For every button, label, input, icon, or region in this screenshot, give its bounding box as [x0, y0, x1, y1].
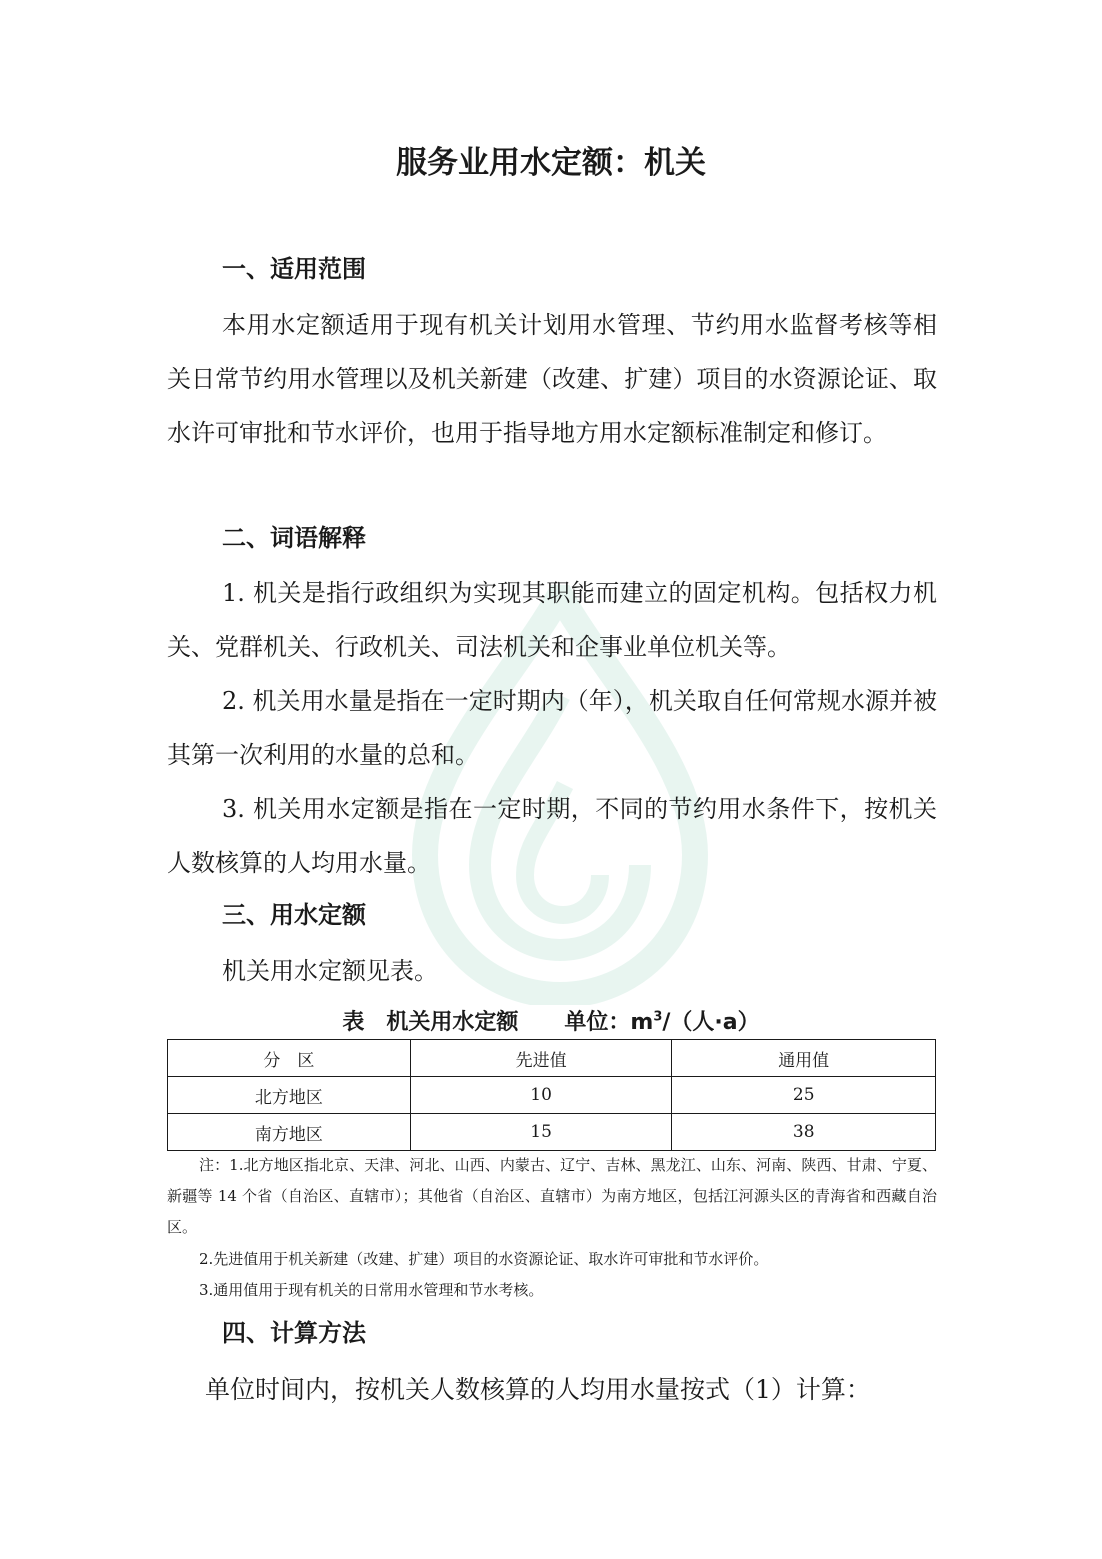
term-item-3: 3. 机关用水定额是指在一定时期，不同的节约用水条件下，按机关人数核算的人均用水量。	[167, 795, 937, 877]
table-header-region: 分 区	[168, 1040, 411, 1077]
table-cell-region: 南方地区	[168, 1114, 411, 1151]
table-caption-title: 表 机关用水定额	[342, 1010, 519, 1035]
table-cell-general: 25	[672, 1077, 936, 1114]
table-unit-prefix: 单位：m	[564, 1010, 654, 1035]
section-heading-terms: 二、词语解释	[222, 524, 366, 552]
table-header-general: 通用值	[672, 1040, 936, 1077]
table-unit-exponent: 3	[653, 1009, 663, 1025]
table-note-3: 3.通用值用于现有机关的日常用水管理和节水考核。	[199, 1281, 544, 1299]
table-unit	[564, 1010, 759, 1035]
table-caption	[0, 1006, 1102, 1040]
table-row	[168, 1077, 936, 1114]
table-cell-advanced: 10	[410, 1077, 672, 1114]
table-header-row	[168, 1040, 936, 1077]
section-heading-scope: 一、适用范围	[222, 255, 366, 283]
table-unit-suffix: /（人·a）	[662, 1010, 760, 1035]
method-intro: 单位时间内，按机关人数核算的人均用水量按式（1）计算：	[205, 1375, 871, 1404]
section-heading-method: 四、计算方法	[222, 1319, 366, 1347]
quota-intro: 机关用水定额见表。	[222, 957, 438, 985]
term-item-1: 1. 机关是指行政组织为实现其职能而建立的固定机构。包括权力机关、党群机关、行政机关、司法机关和企事业单位机关等。	[167, 579, 937, 661]
scope-paragraph: 本用水定额适用于现有机关计划用水管理、节约用水监督考核等相关日常节约用水管理以及机关新建（改建、扩建）项目的水资源论证、取水许可审批和节水评价，也用于指导地方用水定额标准制定和修订。	[167, 311, 937, 447]
term-item-2: 2. 机关用水量是指在一定时期内（年），机关取自任何常规水源并被其第一次利用的水量的总和。	[167, 687, 937, 769]
table-note-1: 注：1.北方地区指北京、天津、河北、山西、内蒙古、辽宁、吉林、黑龙江、山东、河南、陕西、甘肃、宁夏、新疆等 14 个省（自治区、直辖市）；其他省（自治区、直辖市）为南方地区，包括江河源头区的青海省和西藏自治区。	[167, 1156, 937, 1236]
table-header-advanced: 先进值	[410, 1040, 672, 1077]
table-cell-region: 北方地区	[168, 1077, 411, 1114]
page-title: 服务业用水定额：机关	[396, 145, 706, 181]
table-cell-general: 38	[672, 1114, 936, 1151]
table-note-2: 2.先进值用于机关新建（改建、扩建）项目的水资源论证、取水许可审批和节水评价。	[199, 1250, 769, 1268]
section-heading-quota: 三、用水定额	[222, 901, 366, 929]
table-row	[168, 1114, 936, 1151]
table-cell-advanced: 15	[410, 1114, 672, 1151]
quota-table	[167, 1039, 936, 1151]
